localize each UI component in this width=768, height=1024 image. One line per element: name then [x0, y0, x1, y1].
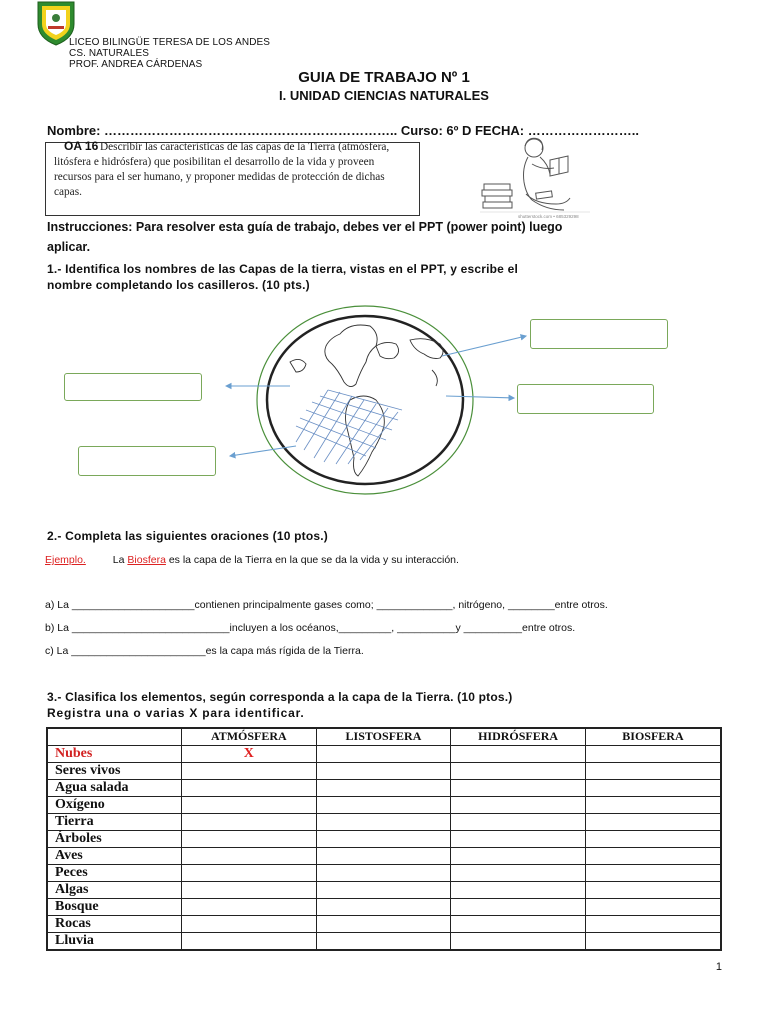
classification-cell[interactable] [316, 796, 451, 813]
row-label: Agua salada [47, 779, 182, 796]
document-title: GUIA DE TRABAJO Nº 1 [298, 69, 470, 86]
row-label: Oxígeno [47, 796, 182, 813]
classification-cell[interactable] [182, 898, 317, 915]
instructions-line-2: aplicar. [47, 240, 91, 254]
classification-cell[interactable] [451, 830, 586, 847]
table-row [47, 915, 721, 932]
classification-cell[interactable] [316, 745, 451, 762]
objective-box [45, 139, 420, 216]
table-row [47, 864, 721, 881]
classification-cell[interactable] [585, 779, 721, 796]
classification-cell[interactable] [182, 847, 317, 864]
row-label: Rocas [47, 915, 182, 932]
row-label: Seres vivos [47, 762, 182, 779]
q2-sentence-c: c) La _______________________es la capa más rígida de la Tierra. [45, 645, 364, 657]
classification-cell[interactable] [451, 796, 586, 813]
classification-cell[interactable] [451, 932, 586, 950]
classification-cell[interactable] [182, 830, 317, 847]
q2-example [45, 554, 459, 566]
teacher-name: PROF. ANDREA CÁRDENAS [69, 59, 203, 70]
classification-cell[interactable] [182, 779, 317, 796]
classification-cell[interactable] [182, 864, 317, 881]
col-header: BIOSFERA [585, 728, 721, 745]
classification-cell[interactable] [451, 762, 586, 779]
table-header-blank [47, 728, 182, 745]
q3-line-2: Registra una o varias X para identificar. [47, 706, 305, 720]
classification-cell[interactable] [585, 932, 721, 950]
classification-cell[interactable] [451, 745, 586, 762]
classification-cell[interactable] [585, 745, 721, 762]
row-label: Aves [47, 847, 182, 864]
classification-cell[interactable] [451, 864, 586, 881]
pointer-arrows [0, 300, 768, 480]
table-row [47, 796, 721, 813]
classification-cell[interactable] [182, 932, 317, 950]
classification-cell[interactable] [182, 915, 317, 932]
classification-cell[interactable] [585, 898, 721, 915]
table-row [47, 779, 721, 796]
classification-cell[interactable] [585, 762, 721, 779]
classification-cell[interactable] [316, 915, 451, 932]
table-row [47, 898, 721, 915]
row-label: Lluvia [47, 932, 182, 950]
q2-sentence-b: b) La ___________________________incluyen a los océanos,_________, __________y __________entre otros. [45, 622, 576, 634]
example-pre: La [112, 554, 128, 566]
classification-cell[interactable] [451, 881, 586, 898]
classification-cell[interactable] [451, 779, 586, 796]
classification-cell[interactable] [182, 813, 317, 830]
classification-cell[interactable] [451, 898, 586, 915]
q1-line-2: nombre completando los casilleros. (10 pts.) [47, 278, 310, 292]
classification-cell[interactable] [316, 847, 451, 864]
row-label: Algas [47, 881, 182, 898]
row-label: Nubes [47, 745, 182, 762]
classification-cell[interactable] [585, 881, 721, 898]
classification-cell[interactable] [316, 932, 451, 950]
table-row [47, 745, 721, 762]
classification-cell[interactable] [182, 796, 317, 813]
table-row [47, 830, 721, 847]
q2-title: 2.- Completa las siguientes oraciones (10 ptos.) [47, 529, 329, 543]
example-word: Biosfera [127, 554, 166, 566]
col-header: HIDRÓSFERA [451, 728, 586, 745]
classification-cell[interactable] [585, 915, 721, 932]
classification-cell[interactable] [316, 762, 451, 779]
subject-name: CS. NATURALES [69, 48, 150, 59]
table-row [47, 762, 721, 779]
classification-cell[interactable] [451, 813, 586, 830]
classification-cell[interactable] [451, 847, 586, 864]
classification-cell[interactable] [182, 762, 317, 779]
col-header: ATMÓSFERA [182, 728, 317, 745]
table-header-row [47, 728, 721, 745]
classification-cell[interactable] [182, 881, 317, 898]
classification-cell[interactable] [316, 864, 451, 881]
child-reading-illustration [476, 134, 594, 220]
classification-cell[interactable] [316, 898, 451, 915]
example-label: Ejemplo. [45, 554, 86, 566]
table-row [47, 813, 721, 830]
row-label: Peces [47, 864, 182, 881]
table-row [47, 932, 721, 950]
classification-cell[interactable] [316, 881, 451, 898]
q3-line-1: 3.- Clasifica los elementos, según corresponda a la capa de la Tierra. (10 ptos.) [47, 690, 513, 704]
classification-cell[interactable]: X [182, 745, 317, 762]
classification-cell[interactable] [585, 813, 721, 830]
example-post: es la capa de la Tierra en la que se da la vida y su interacción. [165, 554, 459, 566]
classification-cell[interactable] [451, 915, 586, 932]
q1-line-1: 1.- Identifica los nombres de las Capas de la tierra, vistas en el PPT, y escribe el [47, 262, 518, 276]
classification-cell[interactable] [585, 830, 721, 847]
table-row [47, 847, 721, 864]
classification-cell[interactable] [585, 864, 721, 881]
classification-table [46, 727, 722, 951]
objective-text: Describir las características de las capas de la Tierra (atmósfera, litósfera e hidrósfera) que posibilitan el desarrollo de la vida y proveen recursos para el ser humano, y proponer medidas de protección de dichas capas. [54, 141, 390, 198]
row-label: Bosque [47, 898, 182, 915]
classification-cell[interactable] [316, 813, 451, 830]
classification-cell[interactable] [585, 847, 721, 864]
document-subtitle: I. UNIDAD CIENCIAS NATURALES [279, 88, 489, 103]
col-header: LISTOSFERA [316, 728, 451, 745]
school-name: LICEO BILINGÜE TERESA DE LOS ANDES [69, 37, 271, 48]
classification-cell[interactable] [585, 796, 721, 813]
instructions-line-1: Instrucciones: Para resolver esta guía de trabajo, debes ver el PPT (power point) luego [47, 220, 563, 234]
row-label: Tierra [47, 813, 182, 830]
classification-cell[interactable] [316, 830, 451, 847]
q2-sentence-a: a) La _____________________contienen principalmente gases como; _____________, nitrógeno, ________entre otros. [45, 599, 608, 611]
classification-cell[interactable] [316, 779, 451, 796]
row-label: Árboles [47, 830, 182, 847]
name-course-date-line: Nombre: ………………………………………………………….. Curso: 6º D FECHA: …………………….. [47, 123, 639, 138]
objective-code: OA 16 [64, 139, 99, 153]
image-caption: shutterstock.com • 685329298 [518, 214, 579, 219]
table-row [47, 881, 721, 898]
page-number: 1 [715, 961, 722, 973]
